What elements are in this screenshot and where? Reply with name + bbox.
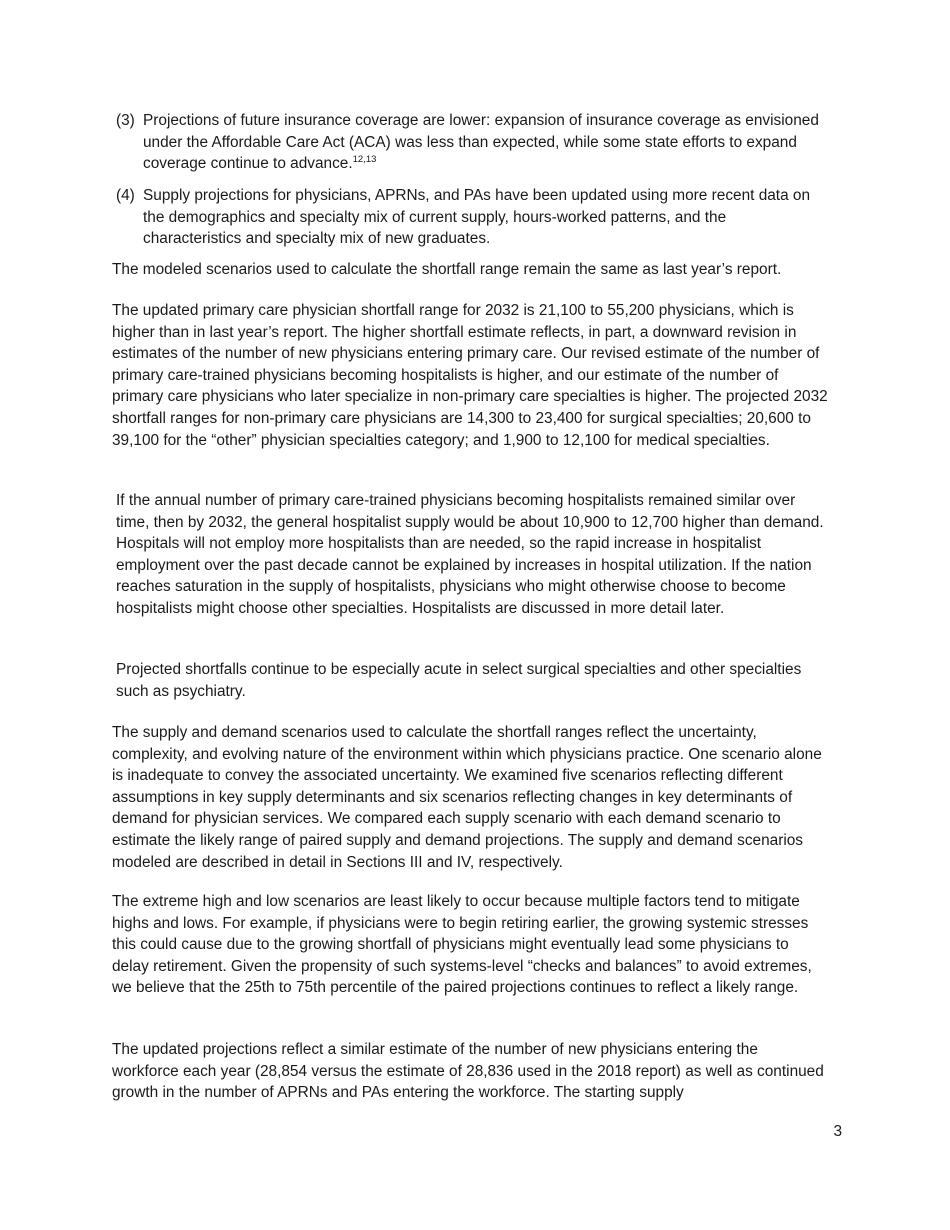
list-item-number: (4) — [116, 187, 135, 204]
page-number: 3 — [833, 1123, 842, 1140]
list-item — [116, 185, 828, 250]
list-item — [116, 110, 828, 175]
paragraph: If the annual number of primary care-trained physicians becoming hospitalists remained similar over time, then by 2032, the general hospitalist supply would be about 10,900 to 12,700 higher than demand. Hospitals will not employ more hospitalists than are needed, so the rapid increase in hospitalist employment over the past decade cannot be explained by increases in hospital utilization. If the nation reaches saturation in the supply of hospitalists, physicians who might otherwise choose to become hospitalists might choose other specialties. Hospitalists are discussed in more detail later. — [116, 492, 824, 617]
list-item-text: Projections of future insurance coverage are lower: expansion of insurance coverage as envisioned under the Affordable Care Act (ACA) was less than expected, while some state efforts to expand coverage continue to advance.$^{12,13}$ — [143, 112, 819, 173]
paragraph: The extreme high and low scenarios are least likely to occur because multiple factors tend to mitigate highs and lows. For example, if physicians were to begin retiring earlier, the growing systemic stresses this could cause due to the growing shortfall of physicians might eventually lead some physicians to delay retirement. Given the propensity of such systems-level “checks and balances” to avoid extremes, we believe that the 25th to 75th percentile of the paired projections continues to reflect a likely range. — [112, 893, 812, 997]
paragraph: The supply and demand scenarios used to calculate the shortfall ranges reflect the uncertainty, complexity, and evolving nature of the environment within which physicians practice. One scenario alone is inadequate to convey the associated uncertainty. We examined five scenarios reflecting different assumptions in key supply determinants and six scenarios reflecting changes in key determinants of demand for physician services. We compared each supply scenario with each demand scenario to estimate the likely range of paired supply and demand projections. The supply and demand scenarios modeled are described in detail in Sections III and IV, respectively. — [112, 724, 822, 871]
paragraph: Projected shortfalls continue to be especially acute in select surgical specialties and other specialties such as psychiatry. — [116, 661, 802, 700]
list-item-number: (3) — [116, 112, 135, 129]
list-item-text: Supply projections for physicians, APRNs, and PAs have been updated using more recent data on the demographics and specialty mix of current supply, hours-worked patterns, and the characteristics and specialty mix of new graduates. — [143, 187, 811, 248]
paragraph: The updated projections reflect a similar estimate of the number of new physicians entering the workforce each year (28,854 versus the estimate of 28,836 used in the 2018 report) as well as continued growth in the number of APRNs and PAs entering the workforce. The starting supply — [112, 1041, 824, 1102]
paragraph: The modeled scenarios used to calculate the shortfall range remain the same as last year’s report. — [112, 261, 782, 278]
footnote-reference: 12,13 — [352, 154, 377, 166]
paragraph: The updated primary care physician shortfall range for 2032 is 21,100 to 55,200 physicians, which is higher than in last year’s report. The higher shortfall estimate reflects, in part, a downward revision in estimates of the number of new physicians entering primary care. Our revised estimate of the number of primary care-trained physicians becoming hospitalists is higher, and our estimate of the number of primary care physicians who later specialize in non-primary care specialties is higher. The projected 2032 shortfall ranges for non-primary care physicians are 14,300 to 23,400 for surgical specialties; 20,600 to 39,100 for the “other” physician specialties category; and 1,900 to 12,100 for medical specialties. — [112, 302, 828, 449]
